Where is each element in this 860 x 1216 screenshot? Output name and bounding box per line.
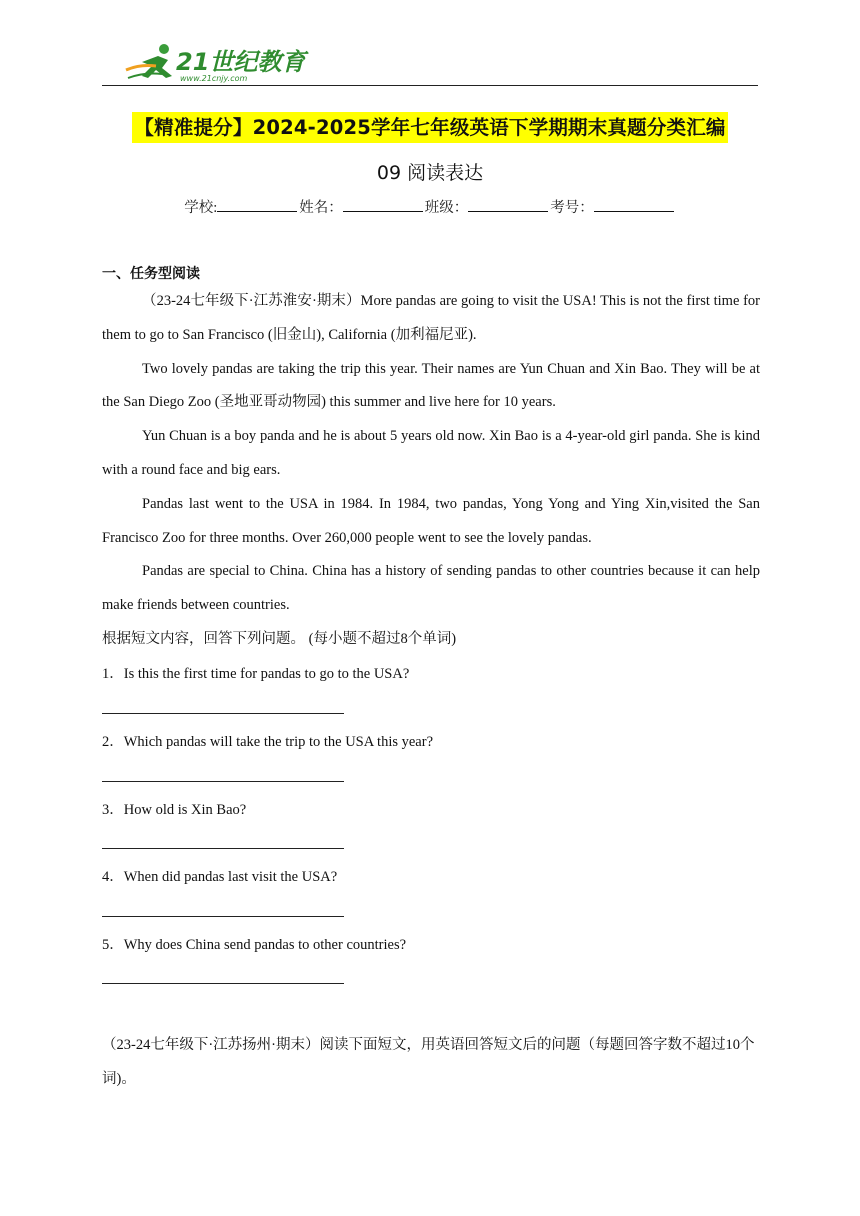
answer-line-5[interactable] — [102, 983, 760, 984]
question-text: 3．How old is Xin Bao? — [102, 802, 247, 818]
logo-text: 21世纪教育 — [176, 48, 306, 76]
passage-paragraph: Two lovely pandas are taking the trip this year. Their names are Yun Chuan and Xin Bao. They will be at the San Diego Zoo (圣地亚哥动物园) this summer and live here for 10 years. — [102, 360, 760, 411]
name-label: 姓名： — [299, 200, 343, 216]
title-wrap — [0, 112, 860, 143]
section-heading: 一、任务型阅读 — [102, 266, 200, 282]
question-text: 5．Why does China send pandas to other countries? — [102, 937, 407, 953]
school-label: 学校: — [184, 200, 218, 216]
logo-21cnjy — [122, 40, 306, 84]
student-info — [0, 196, 860, 217]
header-rule — [102, 85, 758, 86]
question-text: 4．When did pandas last visit the USA? — [102, 869, 338, 885]
class-label: 班级： — [424, 200, 469, 216]
passage-paragraph: Pandas last went to the USA in 1984. In 1984, two pandas, Yong Yong and Ying Xin,visited the San Francisco Zoo for three months. Over 260,000 people went to see the lovely pandas. — [102, 495, 760, 546]
passage-paragraph: Yun Chuan is a boy panda and he is about 5 years old now. Xin Bao is a 4-year-old girl panda. She is kind with a round face and big ears. — [102, 428, 760, 478]
page-title: 【精准提分】2024-2025学年七年级英语下学期期末真题分类汇编 — [132, 112, 727, 143]
passage-paragraph: Pandas are special to China. China has a history of sending pandas to other countries because it can help make friends between countries. — [102, 563, 760, 614]
exam-no-blank[interactable] — [594, 197, 674, 212]
class-blank[interactable] — [468, 197, 548, 212]
question-2 — [102, 730, 760, 751]
question-text: 2．Which pandas will take the trip to the USA this year? — [102, 734, 434, 750]
question-3 — [102, 798, 760, 819]
instruction: 根据短文内容，回答下列问题。 (每小题不超过8个单词) — [102, 630, 457, 647]
passage-paragraph: （23-24七年级下·江苏淮安·期末）More pandas are going to visit the USA! This is not the first time for them to go to San Francisco (旧金山), California (加利福尼亚). — [102, 293, 760, 343]
reading-passage — [102, 285, 760, 657]
page-header — [102, 38, 758, 86]
answer-line-2[interactable] — [102, 781, 760, 782]
page-subtitle: 09 阅读表达 — [376, 162, 484, 184]
name-blank[interactable] — [343, 197, 423, 212]
logo-url: www.21cnjy.com — [180, 74, 248, 83]
runner-icon — [126, 44, 172, 78]
question-text: 1．Is this the first time for pandas to go to the USA? — [102, 666, 410, 682]
school-blank[interactable] — [217, 197, 297, 212]
question-1 — [102, 662, 760, 683]
answer-line-4[interactable] — [102, 916, 760, 917]
question-5 — [102, 933, 760, 954]
exam-no-label: 考号： — [550, 200, 594, 216]
answer-line-1[interactable] — [102, 713, 760, 714]
answer-line-3[interactable] — [102, 848, 760, 849]
section2-intro: （23-24七年级下·江苏扬州·期末）阅读下面短文，用英语回答短文后的问题（每题回答字数不超过10个词)。 — [102, 1037, 755, 1087]
question-4 — [102, 865, 760, 886]
